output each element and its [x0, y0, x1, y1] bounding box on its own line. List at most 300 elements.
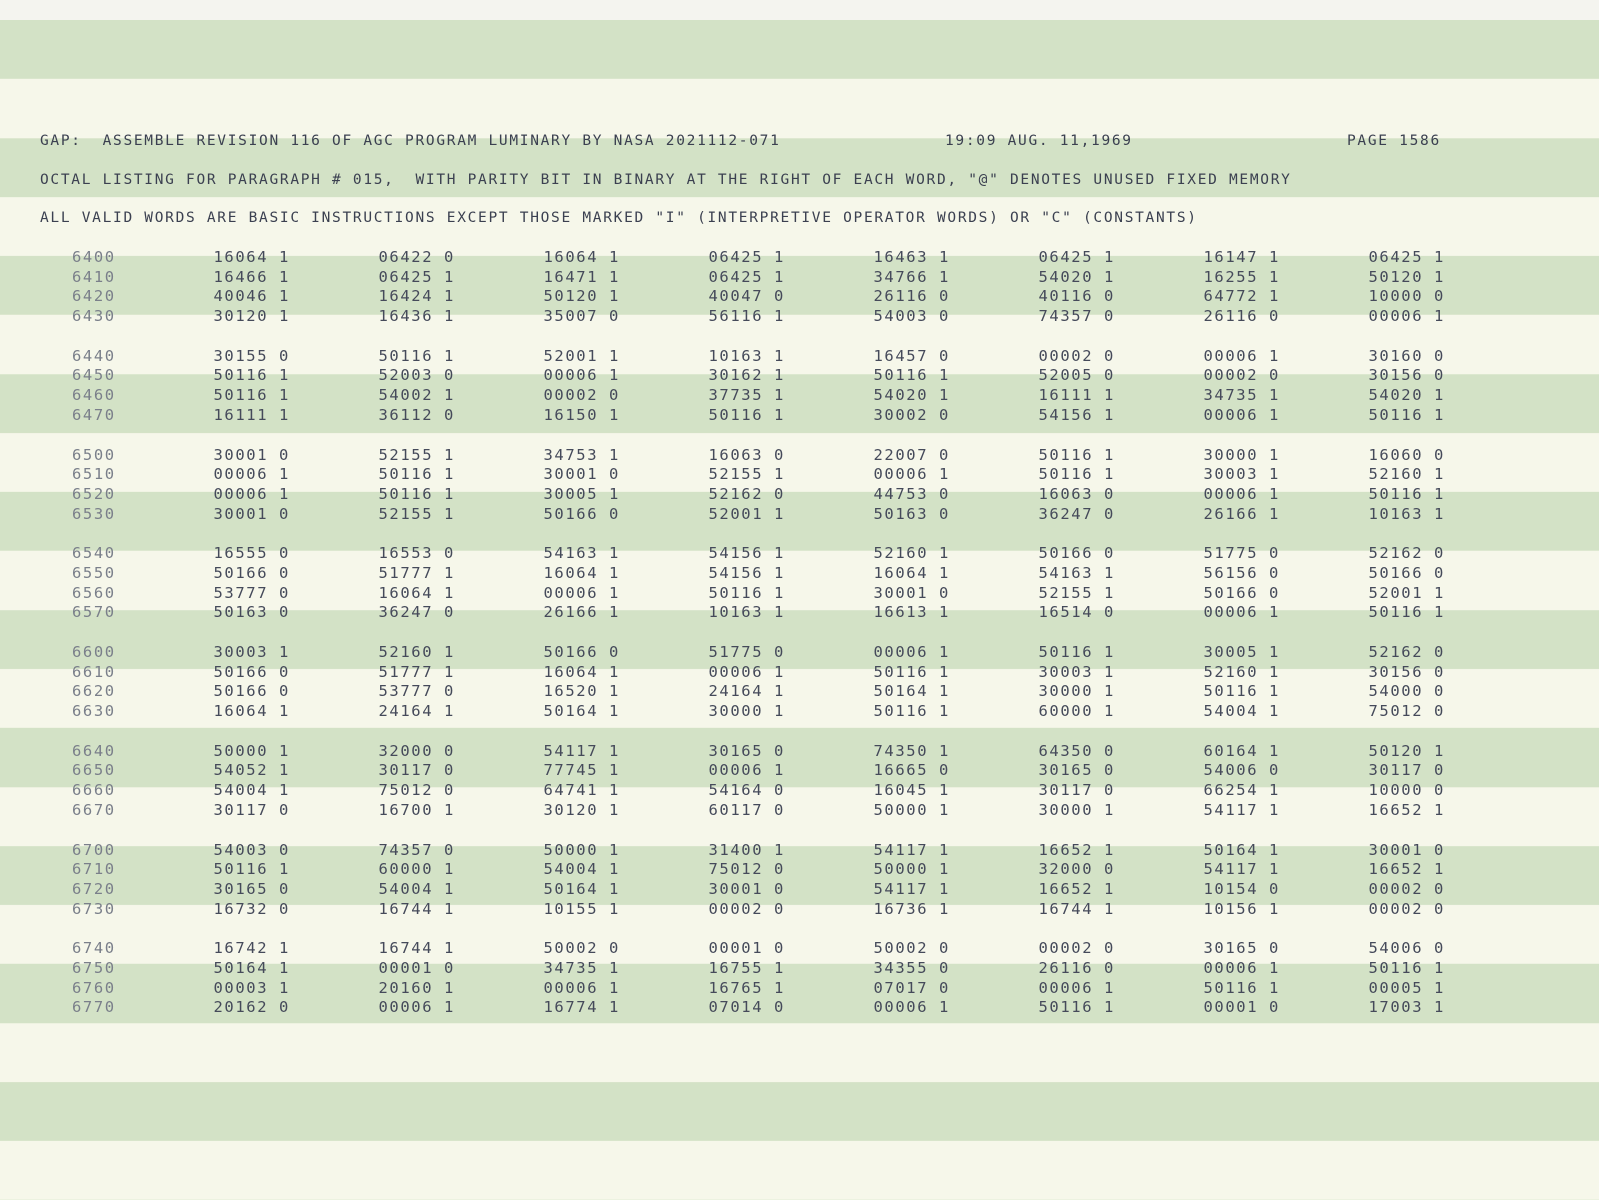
octal-word: 54020 1: [1368, 386, 1445, 405]
octal-word: 20160 1: [378, 978, 455, 997]
octal-word: 16060 0: [1368, 445, 1445, 464]
octal-word: 50164 1: [543, 879, 620, 898]
octal-word: 50116 1: [873, 662, 950, 681]
listing-row: [0, 564, 1599, 584]
octal-word: 50166 0: [1038, 544, 1115, 563]
listing-row: [0, 248, 1599, 268]
octal-word: 00006 1: [1203, 405, 1280, 424]
listing-row: [0, 584, 1599, 604]
listing-row: [0, 880, 1599, 900]
memory-address: 6710: [72, 860, 116, 879]
listing-row: [0, 939, 1599, 959]
octal-word: 51775 0: [1203, 544, 1280, 563]
octal-word: 50002 0: [543, 939, 620, 958]
octal-word: 50116 1: [1368, 603, 1445, 622]
octal-word: 30001 0: [543, 465, 620, 484]
octal-word: 50164 1: [213, 958, 290, 977]
octal-word: 16150 1: [543, 405, 620, 424]
octal-word: 00006 1: [213, 484, 290, 503]
octal-word: 16613 1: [873, 603, 950, 622]
octal-word: 54006 0: [1368, 939, 1445, 958]
octal-word: 50166 0: [1203, 583, 1280, 602]
octal-word: 50164 1: [873, 682, 950, 701]
octal-word: 16466 1: [213, 267, 290, 286]
octal-word: 06425 1: [378, 267, 455, 286]
octal-word: 16665 0: [873, 761, 950, 780]
octal-word: 26166 1: [1203, 504, 1280, 523]
octal-word: 16045 1: [873, 781, 950, 800]
octal-word: 54164 0: [708, 781, 785, 800]
octal-word: 16255 1: [1203, 267, 1280, 286]
octal-word: 16553 0: [378, 544, 455, 563]
octal-word: 00006 1: [873, 465, 950, 484]
memory-address: 6560: [72, 583, 116, 602]
octal-word: 06425 1: [708, 248, 785, 266]
octal-word: 54000 0: [1368, 682, 1445, 701]
octal-word: 30005 1: [1203, 643, 1280, 661]
octal-word: 07017 0: [873, 978, 950, 997]
octal-word: 16774 1: [543, 998, 620, 1017]
octal-word: 52001 1: [708, 504, 785, 523]
octal-word: 50164 1: [543, 702, 620, 721]
octal-word: 50116 1: [1038, 643, 1115, 661]
memory-address: 6720: [72, 879, 116, 898]
listing-row: [0, 682, 1599, 702]
octal-word: 44753 0: [873, 484, 950, 503]
octal-word: 30117 0: [1368, 761, 1445, 780]
octal-word: 50164 1: [1203, 840, 1280, 859]
octal-word: 52160 1: [1203, 662, 1280, 681]
octal-word: 36247 0: [378, 603, 455, 622]
octal-word: 16111 1: [213, 405, 290, 424]
octal-word: 30162 1: [708, 366, 785, 385]
listing-row: [0, 998, 1599, 1018]
octal-word: 00002 0: [1038, 939, 1115, 958]
octal-word: 26116 0: [1038, 958, 1115, 977]
memory-address: 6610: [72, 662, 116, 681]
octal-listing: [0, 248, 1599, 1038]
octal-word: 16064 1: [543, 563, 620, 582]
octal-word: 74350 1: [873, 741, 950, 760]
listing-row: [0, 801, 1599, 821]
octal-word: 30003 1: [213, 643, 290, 661]
memory-address: 6540: [72, 544, 116, 563]
octal-word: 16652 1: [1038, 879, 1115, 898]
octal-word: 50116 1: [378, 484, 455, 503]
octal-word: 16064 1: [378, 583, 455, 602]
octal-word: 60117 0: [708, 800, 785, 819]
octal-word: 40046 1: [213, 287, 290, 306]
memory-address: 6770: [72, 998, 116, 1017]
octal-word: 52160 1: [873, 544, 950, 563]
octal-word: 16514 0: [1038, 603, 1115, 622]
listing-block: [0, 248, 1599, 327]
octal-word: 16064 1: [543, 662, 620, 681]
listing-row: [0, 959, 1599, 979]
memory-address: 6730: [72, 899, 116, 918]
octal-word: 26116 0: [873, 287, 950, 306]
memory-address: 6650: [72, 761, 116, 780]
octal-word: 00006 1: [543, 583, 620, 602]
octal-word: 54117 1: [1203, 800, 1280, 819]
octal-word: 16765 1: [708, 978, 785, 997]
listing-row: [0, 900, 1599, 920]
octal-word: 34735 1: [1203, 386, 1280, 405]
octal-word: 10155 1: [543, 899, 620, 918]
octal-word: 16744 1: [378, 939, 455, 958]
listing-row: [0, 742, 1599, 762]
octal-word: 54117 1: [873, 840, 950, 859]
octal-word: 50116 1: [378, 465, 455, 484]
octal-word: 50163 0: [213, 603, 290, 622]
octal-word: 50166 0: [1368, 563, 1445, 582]
octal-word: 66254 1: [1203, 781, 1280, 800]
octal-word: 30001 0: [873, 583, 950, 602]
octal-word: 00006 1: [873, 998, 950, 1017]
octal-word: 16732 0: [213, 899, 290, 918]
octal-word: 16063 0: [708, 445, 785, 464]
octal-word: 30165 0: [213, 879, 290, 898]
octal-word: 10163 1: [708, 346, 785, 365]
valid-words-note: ALL VALID WORDS ARE BASIC INSTRUCTIONS EXCEPT THOSE MARKED "I" (INTERPRETIVE OPERATOR WORDS) OR "C" (CONSTANTS): [40, 210, 1198, 226]
octal-word: 50000 1: [543, 840, 620, 859]
memory-address: 6520: [72, 484, 116, 503]
octal-word: 00001 0: [378, 958, 455, 977]
octal-word: 00001 0: [1203, 998, 1280, 1017]
octal-word: 36247 0: [1038, 504, 1115, 523]
octal-word: 16742 1: [213, 939, 290, 958]
octal-word: 40047 0: [708, 287, 785, 306]
octal-word: 75012 0: [378, 781, 455, 800]
octal-word: 30117 0: [1038, 781, 1115, 800]
octal-word: 16463 1: [873, 248, 950, 266]
octal-word: 50120 1: [543, 287, 620, 306]
octal-word: 20162 0: [213, 998, 290, 1017]
octal-word: 16744 1: [1038, 899, 1115, 918]
octal-word: 00002 0: [1203, 366, 1280, 385]
octal-word: 32000 0: [1038, 860, 1115, 879]
octal-word: 32000 0: [378, 741, 455, 760]
listing-row: [0, 268, 1599, 288]
octal-word: 50000 1: [213, 741, 290, 760]
octal-word: 51777 1: [378, 662, 455, 681]
octal-word: 50116 1: [1368, 958, 1445, 977]
octal-word: 34355 0: [873, 958, 950, 977]
octal-word: 50002 0: [873, 939, 950, 958]
octal-word: 50116 1: [873, 702, 950, 721]
octal-word: 30165 0: [1038, 761, 1115, 780]
octal-word: 54020 1: [1038, 267, 1115, 286]
octal-word: 00005 1: [1368, 978, 1445, 997]
listing-row: [0, 485, 1599, 505]
octal-word: 50116 1: [873, 366, 950, 385]
listing-row: [0, 841, 1599, 861]
octal-word: 50116 1: [708, 405, 785, 424]
octal-word: 35007 0: [543, 307, 620, 326]
octal-word: 16555 0: [213, 544, 290, 563]
listing-block: [0, 939, 1599, 1018]
octal-word: 00006 1: [543, 366, 620, 385]
octal-word: 56156 0: [1203, 563, 1280, 582]
octal-word: 50166 0: [213, 662, 290, 681]
octal-word: 30001 0: [1368, 840, 1445, 859]
listing-row: [0, 287, 1599, 307]
octal-word: 06422 0: [378, 248, 455, 266]
octal-word: 51775 0: [708, 643, 785, 661]
octal-word: 10156 1: [1203, 899, 1280, 918]
octal-word: 16652 1: [1368, 800, 1445, 819]
memory-address: 6600: [72, 643, 116, 661]
octal-word: 30000 1: [1038, 682, 1115, 701]
octal-word: 00006 1: [1203, 346, 1280, 365]
octal-word: 17003 1: [1368, 998, 1445, 1017]
octal-word: 00006 1: [213, 465, 290, 484]
listing-row: [0, 465, 1599, 485]
octal-word: 75012 0: [708, 860, 785, 879]
octal-word: 54004 1: [543, 860, 620, 879]
octal-word: 30003 1: [1203, 465, 1280, 484]
octal-word: 24164 1: [708, 682, 785, 701]
octal-word: 52001 1: [1368, 583, 1445, 602]
octal-word: 50166 0: [213, 682, 290, 701]
listing-row: [0, 663, 1599, 683]
octal-word: 52162 0: [1368, 544, 1445, 563]
octal-word: 16744 1: [378, 899, 455, 918]
octal-word: 50116 1: [213, 386, 290, 405]
octal-word: 50120 1: [1368, 267, 1445, 286]
octal-word: 54156 1: [708, 544, 785, 563]
octal-word: 64350 0: [1038, 741, 1115, 760]
listing-title: GAP: ASSEMBLE REVISION 116 OF AGC PROGRAM LUMINARY BY NASA 2021112-071: [40, 133, 781, 149]
octal-word: 54004 1: [213, 781, 290, 800]
octal-word: 52003 0: [378, 366, 455, 385]
octal-word: 52155 1: [378, 504, 455, 523]
memory-address: 6620: [72, 682, 116, 701]
octal-word: 00006 1: [1203, 484, 1280, 503]
octal-word: 30000 1: [708, 702, 785, 721]
octal-word: 54020 1: [873, 386, 950, 405]
octal-word: 16064 1: [213, 248, 290, 266]
octal-word: 16063 0: [1038, 484, 1115, 503]
octal-word: 52162 0: [708, 484, 785, 503]
octal-word: 30165 0: [708, 741, 785, 760]
octal-word: 30117 0: [213, 800, 290, 819]
memory-address: 6400: [72, 248, 116, 266]
listing-block: [0, 742, 1599, 821]
octal-word: 54156 1: [708, 563, 785, 582]
listing-timestamp: 19:09 AUG. 11,1969: [945, 133, 1133, 149]
octal-word: 54002 1: [378, 386, 455, 405]
octal-word: 06425 1: [708, 267, 785, 286]
listing-row: [0, 307, 1599, 327]
octal-word: 54156 1: [1038, 405, 1115, 424]
octal-word: 50116 1: [213, 860, 290, 879]
octal-word: 10000 0: [1368, 781, 1445, 800]
octal-word: 16700 1: [378, 800, 455, 819]
octal-word: 36112 0: [378, 405, 455, 424]
octal-word: 00006 1: [708, 761, 785, 780]
octal-word: 00003 1: [213, 978, 290, 997]
octal-word: 74357 0: [378, 840, 455, 859]
memory-address: 6740: [72, 939, 116, 958]
octal-word: 52155 1: [708, 465, 785, 484]
octal-word: 54004 1: [378, 879, 455, 898]
octal-word: 30156 0: [1368, 366, 1445, 385]
memory-address: 6670: [72, 800, 116, 819]
octal-word: 60000 1: [378, 860, 455, 879]
paper-top-edge: [0, 0, 1599, 20]
listing-row: [0, 406, 1599, 426]
octal-word: 00002 0: [708, 899, 785, 918]
octal-word: 54003 0: [213, 840, 290, 859]
octal-word: 00006 1: [873, 643, 950, 661]
octal-word: 50116 1: [378, 346, 455, 365]
memory-address: 6630: [72, 702, 116, 721]
octal-word: 64772 1: [1203, 287, 1280, 306]
octal-word: 06425 1: [1368, 248, 1445, 266]
octal-word: 52155 1: [1038, 583, 1115, 602]
listing-row: [0, 505, 1599, 525]
octal-word: 51777 1: [378, 563, 455, 582]
octal-word: 50116 1: [708, 583, 785, 602]
octal-word: 50166 0: [213, 563, 290, 582]
octal-word: 34766 1: [873, 267, 950, 286]
octal-word: 30120 1: [543, 800, 620, 819]
octal-word: 37735 1: [708, 386, 785, 405]
listing-row: [0, 761, 1599, 781]
memory-address: 6450: [72, 366, 116, 385]
listing-block: [0, 544, 1599, 623]
page-number: PAGE 1586: [1347, 133, 1441, 149]
memory-address: 6750: [72, 958, 116, 977]
listing-row: [0, 347, 1599, 367]
octal-word: 30000 1: [1203, 445, 1280, 464]
octal-word: 24164 1: [378, 702, 455, 721]
octal-word: 54163 1: [1038, 563, 1115, 582]
octal-word: 16652 1: [1038, 840, 1115, 859]
octal-word: 50120 1: [1368, 741, 1445, 760]
listing-block: [0, 643, 1599, 722]
octal-word: 30001 0: [708, 879, 785, 898]
memory-address: 6460: [72, 386, 116, 405]
listing-row: [0, 702, 1599, 722]
octal-word: 31400 1: [708, 840, 785, 859]
octal-word: 30000 1: [1038, 800, 1115, 819]
octal-word: 54117 1: [873, 879, 950, 898]
octal-word: 30002 0: [873, 405, 950, 424]
memory-address: 6700: [72, 840, 116, 859]
memory-address: 6570: [72, 603, 116, 622]
octal-word: 54117 1: [1203, 860, 1280, 879]
octal-word: 77745 1: [543, 761, 620, 780]
octal-word: 16111 1: [1038, 386, 1115, 405]
octal-word: 50163 0: [873, 504, 950, 523]
listing-row: [0, 643, 1599, 663]
octal-word: 52160 1: [1368, 465, 1445, 484]
octal-word: 60164 1: [1203, 741, 1280, 760]
octal-word: 30160 0: [1368, 346, 1445, 365]
listing-row: [0, 860, 1599, 880]
octal-word: 30001 0: [213, 445, 290, 464]
octal-word: 00006 1: [1038, 978, 1115, 997]
octal-word: 30120 1: [213, 307, 290, 326]
octal-word: 00006 1: [1203, 958, 1280, 977]
octal-word: 52162 0: [1368, 643, 1445, 661]
listing-row: [0, 603, 1599, 623]
octal-word: 00006 1: [1368, 307, 1445, 326]
octal-word: 60000 1: [1038, 702, 1115, 721]
octal-word: 10163 1: [708, 603, 785, 622]
listing-row: [0, 979, 1599, 999]
octal-word: 50000 1: [873, 860, 950, 879]
octal-word: 00002 0: [543, 386, 620, 405]
octal-word: 53777 0: [213, 583, 290, 602]
memory-address: 6510: [72, 465, 116, 484]
octal-word: 74357 0: [1038, 307, 1115, 326]
octal-word: 54163 1: [543, 544, 620, 563]
octal-word: 16471 1: [543, 267, 620, 286]
octal-word: 54004 1: [1203, 702, 1280, 721]
octal-word: 06425 1: [1038, 248, 1115, 266]
octal-word: 30155 0: [213, 346, 290, 365]
memory-address: 6420: [72, 287, 116, 306]
octal-word: 50116 1: [1368, 405, 1445, 424]
octal-word: 30003 1: [1038, 662, 1115, 681]
listing-row: [0, 366, 1599, 386]
listing-row: [0, 544, 1599, 564]
octal-word: 22007 0: [873, 445, 950, 464]
listing-block: [0, 347, 1599, 426]
octal-word: 52001 1: [543, 346, 620, 365]
octal-word: 54003 0: [873, 307, 950, 326]
octal-word: 30117 0: [378, 761, 455, 780]
octal-word: 50116 1: [1038, 465, 1115, 484]
octal-word: 00006 1: [378, 998, 455, 1017]
octal-word: 16755 1: [708, 958, 785, 977]
octal-word: 50116 1: [1038, 445, 1115, 464]
memory-address: 6550: [72, 563, 116, 582]
octal-word: 16064 1: [213, 702, 290, 721]
octal-word: 16064 1: [873, 563, 950, 582]
octal-word: 10000 0: [1368, 287, 1445, 306]
octal-word: 07014 0: [708, 998, 785, 1017]
memory-address: 6500: [72, 445, 116, 464]
octal-word: 50166 0: [543, 643, 620, 661]
listing-row: [0, 781, 1599, 801]
octal-word: 50000 1: [873, 800, 950, 819]
memory-address: 6760: [72, 978, 116, 997]
octal-word: 00002 0: [1368, 899, 1445, 918]
listing-block: [0, 841, 1599, 920]
octal-word: 64741 1: [543, 781, 620, 800]
octal-word: 16736 1: [873, 899, 950, 918]
octal-word: 52005 0: [1038, 366, 1115, 385]
octal-word: 56116 1: [708, 307, 785, 326]
octal-word: 53777 0: [378, 682, 455, 701]
memory-address: 6470: [72, 405, 116, 424]
octal-word: 10163 1: [1368, 504, 1445, 523]
octal-word: 26116 0: [1203, 307, 1280, 326]
octal-word: 34735 1: [543, 958, 620, 977]
octal-word: 30005 1: [543, 484, 620, 503]
octal-word: 50116 1: [213, 366, 290, 385]
octal-word: 16424 1: [378, 287, 455, 306]
octal-word: 16457 0: [873, 346, 950, 365]
octal-word: 40116 0: [1038, 287, 1115, 306]
octal-word: 50116 1: [1203, 682, 1280, 701]
memory-address: 6640: [72, 741, 116, 760]
octal-word: 30001 0: [213, 504, 290, 523]
